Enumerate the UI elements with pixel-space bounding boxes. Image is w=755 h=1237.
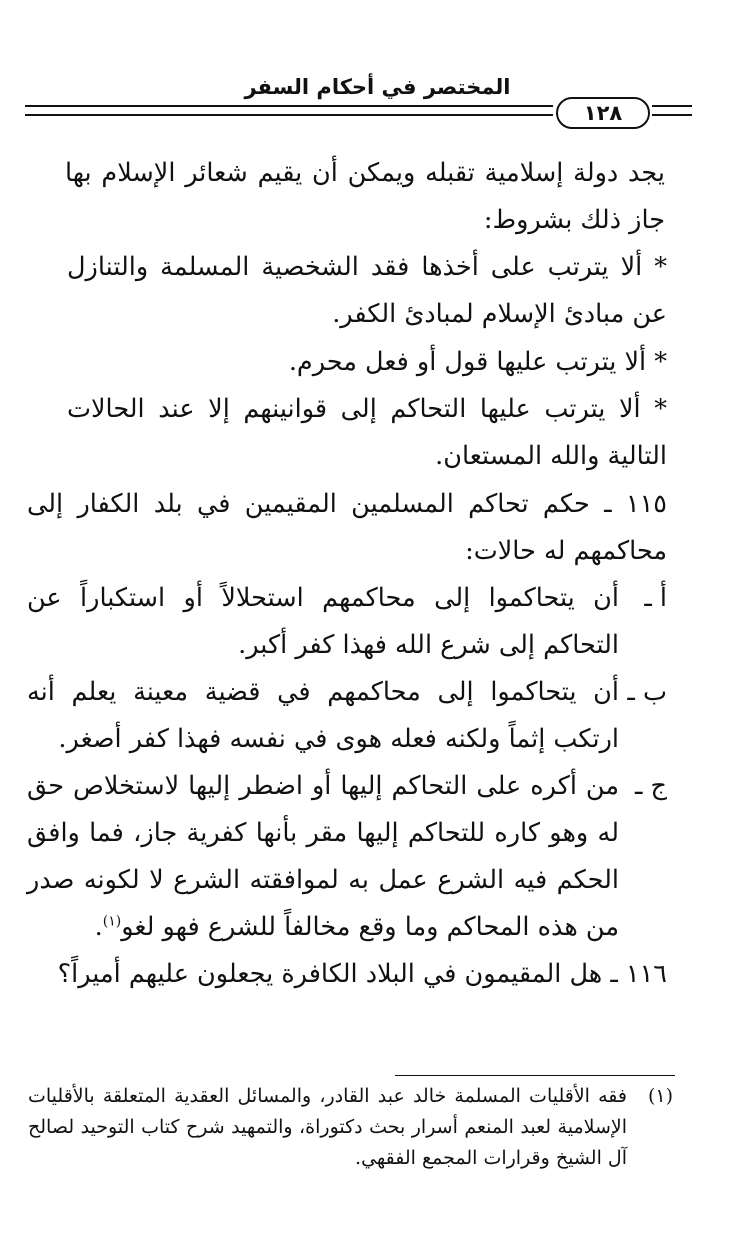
condition-2: * ألا يترتب عليها قول أو فعل محرم.	[288, 347, 667, 377]
case-c-body	[27, 763, 619, 951]
running-title: المختصر في أحكام السفر	[244, 75, 511, 99]
case-c-text: من أكره على التحاكم إليها أو اضطر إليها لاستخلاص حق له وهو كاره للتحاكم إليها مقر بأنها كفرية جاز، فما وافق الحكم فيه الشرع عمل به لموافقته الشرع لا لكونه صدر من هذه المحاكم وما وقع مخالفاً للشرع فهو لغو	[27, 771, 619, 942]
footnote-marker: (١)	[647, 1085, 673, 1107]
condition-3: * ألا يترتب عليها التحاكم إلى قوانينهم إلا عند الحالات التالية والله المستعان.	[67, 394, 667, 471]
section-115-heading	[27, 481, 667, 575]
footnote-reference: (١)	[102, 913, 122, 930]
case-c	[27, 763, 667, 951]
case-b-text: أن يتحاكموا إلى محاكمهم في قضية معينة يعلم أنه ارتكب إثماً ولكنه فعله هوى في نفسه فهذا كفر أصغر.	[27, 677, 619, 754]
header-rule-bottom	[25, 114, 553, 116]
case-b	[27, 669, 667, 763]
header-rule-right-top	[652, 105, 692, 107]
header-rule-right-bottom	[652, 114, 692, 116]
section-115-heading-text: ١١٥ ـ حكم تحاكم المسلمين المقيمين في بلد الكفار إلى محاكمهم له حالات:	[27, 489, 667, 566]
intro-paragraph: يجد دولة إسلامية تقبله ويمكن أن يقيم شعائر الإسلام بها جاز ذلك بشروط:	[65, 158, 665, 235]
case-a-marker: أ ـ	[644, 583, 667, 613]
case-b-marker: ب ـ	[627, 677, 667, 707]
header-rule-top	[25, 105, 553, 107]
page-number: ١٢٨	[556, 97, 650, 129]
case-a	[27, 575, 667, 669]
section-116-heading: ١١٦ ـ هل المقيمون في البلاد الكافرة يجعلون عليهم أميراً؟	[57, 959, 667, 989]
footnote	[28, 1081, 673, 1174]
footnote-separator	[395, 1075, 675, 1076]
case-c-marker: ج ـ	[634, 771, 667, 801]
case-a-text: أن يتحاكموا إلى محاكمهم استحلالاً أو استكباراً عن التحاكم إلى شرع الله فهذا كفر أكبر.	[27, 583, 619, 660]
condition-1: * ألا يترتب على أخذها فقد الشخصية المسلمة والتنازل عن مبادئ الإسلام لمبادئ الكفر.	[67, 252, 667, 329]
footnote-text: فقه الأقليات المسلمة خالد عبد القادر، والمسائل العقدية المتعلقة بالأقليات الإسلامية لعبد المنعم أسرار بحث دكتوراة، والتمهيد شرح كتاب التوحيد لصالح آل الشيخ وقرارات المجمع الفقهي.	[28, 1085, 627, 1169]
case-c-end: .	[94, 912, 103, 942]
